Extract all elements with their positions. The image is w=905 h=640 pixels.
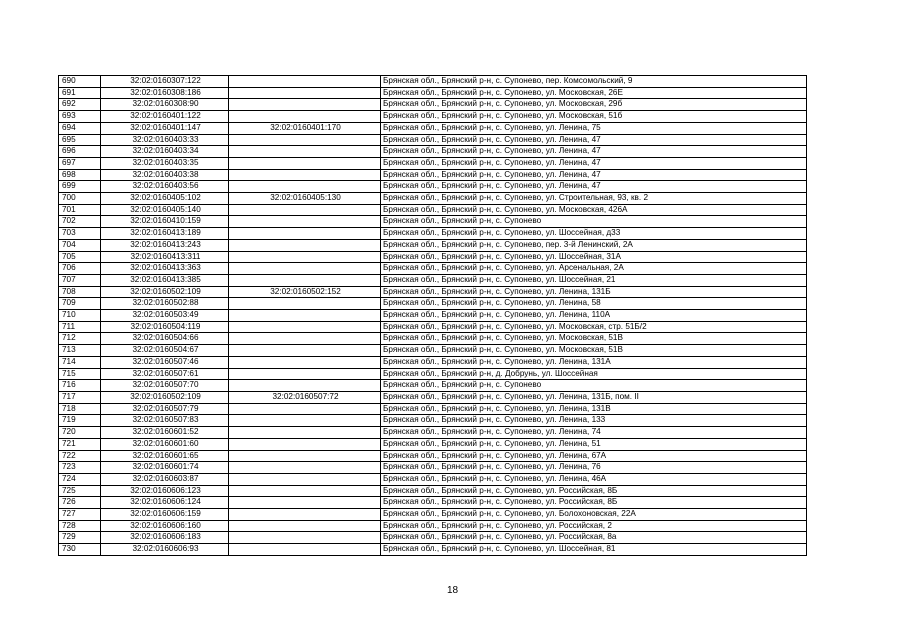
cadastral-number-cell: 32:02:0160504:67 [101, 345, 229, 357]
table-row [59, 403, 807, 415]
cadastral-number-cell: 32:02:0160502:109 [101, 391, 229, 403]
address-cell: Брянская обл., Брянский р-н, с. Супонево, ул. Ленина, 74 [381, 427, 807, 439]
address-cell: Брянская обл., Брянский р-н, с. Супонево, ул. Ленина, 131А [381, 356, 807, 368]
table-row [59, 251, 807, 263]
row-number-cell: 699 [59, 181, 101, 193]
row-number-cell: 691 [59, 87, 101, 99]
address-cell: Брянская обл., Брянский р-н, с. Супонево, пер. 3-й Ленинский, 2А [381, 239, 807, 251]
table-row [59, 310, 807, 322]
address-cell: Брянская обл., Брянский р-н, с. Супонево, ул. Московская, 426А [381, 204, 807, 216]
row-number-cell: 695 [59, 134, 101, 146]
table-row [59, 146, 807, 158]
table-row [59, 193, 807, 205]
address-cell: Брянская обл., Брянский р-н, с. Супонево, ул. Московская, 51В [381, 333, 807, 345]
row-number-cell: 708 [59, 286, 101, 298]
table-row [59, 427, 807, 439]
row-number-cell: 711 [59, 321, 101, 333]
address-cell: Брянская обл., Брянский р-н, с. Супонево, ул. Ленина, 131Б [381, 286, 807, 298]
previous-number-cell [229, 204, 381, 216]
row-number-cell: 697 [59, 157, 101, 169]
cadastral-number-cell: 32:02:0160504:119 [101, 321, 229, 333]
previous-number-cell: 32:02:0160405:130 [229, 193, 381, 205]
address-cell: Брянская обл., Брянский р-н, с. Супонево, ул. Ленина, 133 [381, 415, 807, 427]
previous-number-cell: 32:02:0160401:170 [229, 122, 381, 134]
row-number-cell: 717 [59, 391, 101, 403]
previous-number-cell [229, 497, 381, 509]
address-cell: Брянская обл., Брянский р-н, с. Супонево [381, 216, 807, 228]
previous-number-cell [229, 321, 381, 333]
cadastral-number-cell: 32:02:0160308:90 [101, 99, 229, 111]
row-number-cell: 704 [59, 239, 101, 251]
address-cell: Брянская обл., Брянский р-н, с. Супонево, ул. Московская, 26Е [381, 87, 807, 99]
cadastral-number-cell: 32:02:0160606:159 [101, 509, 229, 521]
row-number-cell: 729 [59, 532, 101, 544]
address-cell: Брянская обл., Брянский р-н, с. Супонево, ул. Ленина, 110А [381, 310, 807, 322]
table-row [59, 298, 807, 310]
row-number-cell: 725 [59, 485, 101, 497]
table-row [59, 368, 807, 380]
address-cell: Брянская обл., Брянский р-н, с. Супонево, ул. Ленина, 67А [381, 450, 807, 462]
table-row [59, 274, 807, 286]
row-number-cell: 720 [59, 427, 101, 439]
cadastral-table [58, 75, 807, 556]
table-row [59, 450, 807, 462]
table-body [59, 76, 807, 556]
table-row [59, 438, 807, 450]
cadastral-number-cell: 32:02:0160410:159 [101, 216, 229, 228]
cadastral-number-cell: 32:02:0160507:83 [101, 415, 229, 427]
row-number-cell: 705 [59, 251, 101, 263]
table-row [59, 134, 807, 146]
previous-number-cell [229, 427, 381, 439]
row-number-cell: 693 [59, 111, 101, 123]
previous-number-cell: 32:02:0160502:152 [229, 286, 381, 298]
cadastral-number-cell: 32:02:0160606:160 [101, 520, 229, 532]
address-cell: Брянская обл., Брянский р-н, с. Супонево, ул. Строительная, 93, кв. 2 [381, 193, 807, 205]
address-cell: Брянская обл., Брянский р-н, с. Супонево, ул. Болохоновская, 22А [381, 509, 807, 521]
table-row [59, 356, 807, 368]
row-number-cell: 694 [59, 122, 101, 134]
cadastral-number-cell: 32:02:0160413:243 [101, 239, 229, 251]
cadastral-number-cell: 32:02:0160603:87 [101, 473, 229, 485]
table-row [59, 239, 807, 251]
table-row [59, 228, 807, 240]
table-row [59, 345, 807, 357]
table-row [59, 333, 807, 345]
table-row [59, 122, 807, 134]
previous-number-cell [229, 111, 381, 123]
table-row [59, 169, 807, 181]
cadastral-number-cell: 32:02:0160403:34 [101, 146, 229, 158]
row-number-cell: 723 [59, 462, 101, 474]
row-number-cell: 716 [59, 380, 101, 392]
previous-number-cell [229, 274, 381, 286]
address-cell: Брянская обл., Брянский р-н, с. Супонево, ул. Московская, стр. 51Б/2 [381, 321, 807, 333]
cadastral-number-cell: 32:02:0160502:109 [101, 286, 229, 298]
row-number-cell: 714 [59, 356, 101, 368]
row-number-cell: 707 [59, 274, 101, 286]
row-number-cell: 730 [59, 544, 101, 556]
address-cell: Брянская обл., Брянский р-н, с. Супонево, ул. Ленина, 47 [381, 146, 807, 158]
previous-number-cell [229, 134, 381, 146]
row-number-cell: 698 [59, 169, 101, 181]
previous-number-cell [229, 403, 381, 415]
address-cell: Брянская обл., Брянский р-н, с. Супонево, ул. Ленина, 47 [381, 157, 807, 169]
cadastral-number-cell: 32:02:0160405:140 [101, 204, 229, 216]
previous-number-cell [229, 333, 381, 345]
cadastral-number-cell: 32:02:0160606:124 [101, 497, 229, 509]
cadastral-number-cell: 32:02:0160401:147 [101, 122, 229, 134]
row-number-cell: 709 [59, 298, 101, 310]
previous-number-cell [229, 263, 381, 275]
previous-number-cell [229, 216, 381, 228]
row-number-cell: 726 [59, 497, 101, 509]
address-cell: Брянская обл., Брянский р-н, с. Супонево, ул. Ленина, 131В [381, 403, 807, 415]
previous-number-cell [229, 450, 381, 462]
previous-number-cell [229, 532, 381, 544]
table-row [59, 204, 807, 216]
previous-number-cell [229, 228, 381, 240]
table-row [59, 87, 807, 99]
previous-number-cell [229, 239, 381, 251]
previous-number-cell [229, 473, 381, 485]
row-number-cell: 702 [59, 216, 101, 228]
cadastral-number-cell: 32:02:0160403:35 [101, 157, 229, 169]
cadastral-number-cell: 32:02:0160503:49 [101, 310, 229, 322]
previous-number-cell [229, 368, 381, 380]
previous-number-cell [229, 310, 381, 322]
previous-number-cell [229, 415, 381, 427]
cadastral-number-cell: 32:02:0160601:60 [101, 438, 229, 450]
row-number-cell: 724 [59, 473, 101, 485]
table-row [59, 544, 807, 556]
address-cell: Брянская обл., Брянский р-н, с. Супонево, ул. Ленина, 47 [381, 134, 807, 146]
address-cell: Брянская обл., Брянский р-н, с. Супонево, пер. Комсомольский, 9 [381, 76, 807, 88]
cadastral-number-cell: 32:02:0160413:189 [101, 228, 229, 240]
row-number-cell: 703 [59, 228, 101, 240]
table-row [59, 99, 807, 111]
address-cell: Брянская обл., Брянский р-н, с. Супонево, ул. Ленина, 131Б, пом. II [381, 391, 807, 403]
cadastral-number-cell: 32:02:0160507:46 [101, 356, 229, 368]
table-row [59, 76, 807, 88]
previous-number-cell [229, 157, 381, 169]
table-row [59, 520, 807, 532]
address-cell: Брянская обл., Брянский р-н, с. Супонево, ул. Ленина, 47 [381, 181, 807, 193]
row-number-cell: 690 [59, 76, 101, 88]
table-row [59, 263, 807, 275]
table-row [59, 181, 807, 193]
address-cell: Брянская обл., Брянский р-н, с. Супонево, ул. Российская, 8Б [381, 497, 807, 509]
address-cell: Брянская обл., Брянский р-н, с. Супонево, ул. Арсенальная, 2А [381, 263, 807, 275]
previous-number-cell [229, 356, 381, 368]
previous-number-cell [229, 380, 381, 392]
row-number-cell: 701 [59, 204, 101, 216]
address-cell: Брянская обл., Брянский р-н, с. Супонево, ул. Ленина, 76 [381, 462, 807, 474]
cadastral-number-cell: 32:02:0160403:38 [101, 169, 229, 181]
row-number-cell: 706 [59, 263, 101, 275]
previous-number-cell [229, 298, 381, 310]
previous-number-cell [229, 76, 381, 88]
cadastral-number-cell: 32:02:0160504:66 [101, 333, 229, 345]
cadastral-number-cell: 32:02:0160413:385 [101, 274, 229, 286]
address-cell: Брянская обл., Брянский р-н, с. Супонево [381, 380, 807, 392]
cadastral-number-cell: 32:02:0160606:93 [101, 544, 229, 556]
table-row [59, 216, 807, 228]
cadastral-number-cell: 32:02:0160502:88 [101, 298, 229, 310]
previous-number-cell [229, 345, 381, 357]
previous-number-cell [229, 251, 381, 263]
row-number-cell: 696 [59, 146, 101, 158]
cadastral-number-cell: 32:02:0160403:33 [101, 134, 229, 146]
cadastral-number-cell: 32:02:0160601:65 [101, 450, 229, 462]
address-cell: Брянская обл., Брянский р-н, с. Супонево, ул. Московская, 29б [381, 99, 807, 111]
previous-number-cell [229, 520, 381, 532]
previous-number-cell [229, 146, 381, 158]
previous-number-cell: 32:02:0160507:72 [229, 391, 381, 403]
row-number-cell: 722 [59, 450, 101, 462]
table-row [59, 497, 807, 509]
previous-number-cell [229, 438, 381, 450]
cadastral-number-cell: 32:02:0160606:183 [101, 532, 229, 544]
page-number: 18 [446, 585, 459, 596]
previous-number-cell [229, 485, 381, 497]
previous-number-cell [229, 99, 381, 111]
row-number-cell: 710 [59, 310, 101, 322]
previous-number-cell [229, 87, 381, 99]
cadastral-number-cell: 32:02:0160401:122 [101, 111, 229, 123]
address-cell: Брянская обл., Брянский р-н, с. Супонево, ул. Шоссейная, 21 [381, 274, 807, 286]
table-row [59, 380, 807, 392]
address-cell: Брянская обл., Брянский р-н, с. Супонево, ул. Российская, 8а [381, 532, 807, 544]
row-number-cell: 692 [59, 99, 101, 111]
address-cell: Брянская обл., Брянский р-н, с. Супонево, ул. Московская, 51б [381, 111, 807, 123]
address-cell: Брянская обл., Брянский р-н, с. Супонево, ул. Ленина, 47 [381, 169, 807, 181]
address-cell: Брянская обл., Брянский р-н, с. Супонево, ул. Шоссейная, 31А [381, 251, 807, 263]
table-row [59, 111, 807, 123]
table-row [59, 415, 807, 427]
previous-number-cell [229, 544, 381, 556]
row-number-cell: 728 [59, 520, 101, 532]
table-row [59, 532, 807, 544]
cadastral-number-cell: 32:02:0160308:186 [101, 87, 229, 99]
row-number-cell: 715 [59, 368, 101, 380]
cadastral-number-cell: 32:02:0160606:123 [101, 485, 229, 497]
cadastral-number-cell: 32:02:0160507:79 [101, 403, 229, 415]
cadastral-number-cell: 32:02:0160601:74 [101, 462, 229, 474]
previous-number-cell [229, 462, 381, 474]
row-number-cell: 713 [59, 345, 101, 357]
table-row [59, 157, 807, 169]
table-row [59, 473, 807, 485]
address-cell: Брянская обл., Брянский р-н, с. Супонево, ул. Ленина, 75 [381, 122, 807, 134]
cadastral-number-cell: 32:02:0160307:122 [101, 76, 229, 88]
table-row [59, 509, 807, 521]
row-number-cell: 721 [59, 438, 101, 450]
cadastral-number-cell: 32:02:0160507:61 [101, 368, 229, 380]
row-number-cell: 712 [59, 333, 101, 345]
row-number-cell: 700 [59, 193, 101, 205]
row-number-cell: 727 [59, 509, 101, 521]
address-cell: Брянская обл., Брянский р-н, д. Добрунь, ул. Шоссейная [381, 368, 807, 380]
address-cell: Брянская обл., Брянский р-н, с. Супонево, ул. Российская, 8Б [381, 485, 807, 497]
cadastral-number-cell: 32:02:0160405:102 [101, 193, 229, 205]
address-cell: Брянская обл., Брянский р-н, с. Супонево, ул. Шоссейная, 81 [381, 544, 807, 556]
address-cell: Брянская обл., Брянский р-н, с. Супонево, ул. Ленина, 46А [381, 473, 807, 485]
table-row [59, 462, 807, 474]
address-cell: Брянская обл., Брянский р-н, с. Супонево, ул. Ленина, 51 [381, 438, 807, 450]
table-row [59, 321, 807, 333]
table-row [59, 391, 807, 403]
cadastral-number-cell: 32:02:0160403:56 [101, 181, 229, 193]
row-number-cell: 719 [59, 415, 101, 427]
row-number-cell: 718 [59, 403, 101, 415]
table-row [59, 286, 807, 298]
previous-number-cell [229, 509, 381, 521]
cadastral-number-cell: 32:02:0160413:311 [101, 251, 229, 263]
address-cell: Брянская обл., Брянский р-н, с. Супонево, ул. Московская, 51В [381, 345, 807, 357]
previous-number-cell [229, 169, 381, 181]
cadastral-number-cell: 32:02:0160413:363 [101, 263, 229, 275]
address-cell: Брянская обл., Брянский р-н, с. Супонево, ул. Российская, 2 [381, 520, 807, 532]
table-row [59, 485, 807, 497]
cadastral-number-cell: 32:02:0160507:70 [101, 380, 229, 392]
previous-number-cell [229, 181, 381, 193]
address-cell: Брянская обл., Брянский р-н, с. Супонево, ул. Ленина, 58 [381, 298, 807, 310]
address-cell: Брянская обл., Брянский р-н, с. Супонево, ул. Шоссейная, д33 [381, 228, 807, 240]
cadastral-number-cell: 32:02:0160601:52 [101, 427, 229, 439]
